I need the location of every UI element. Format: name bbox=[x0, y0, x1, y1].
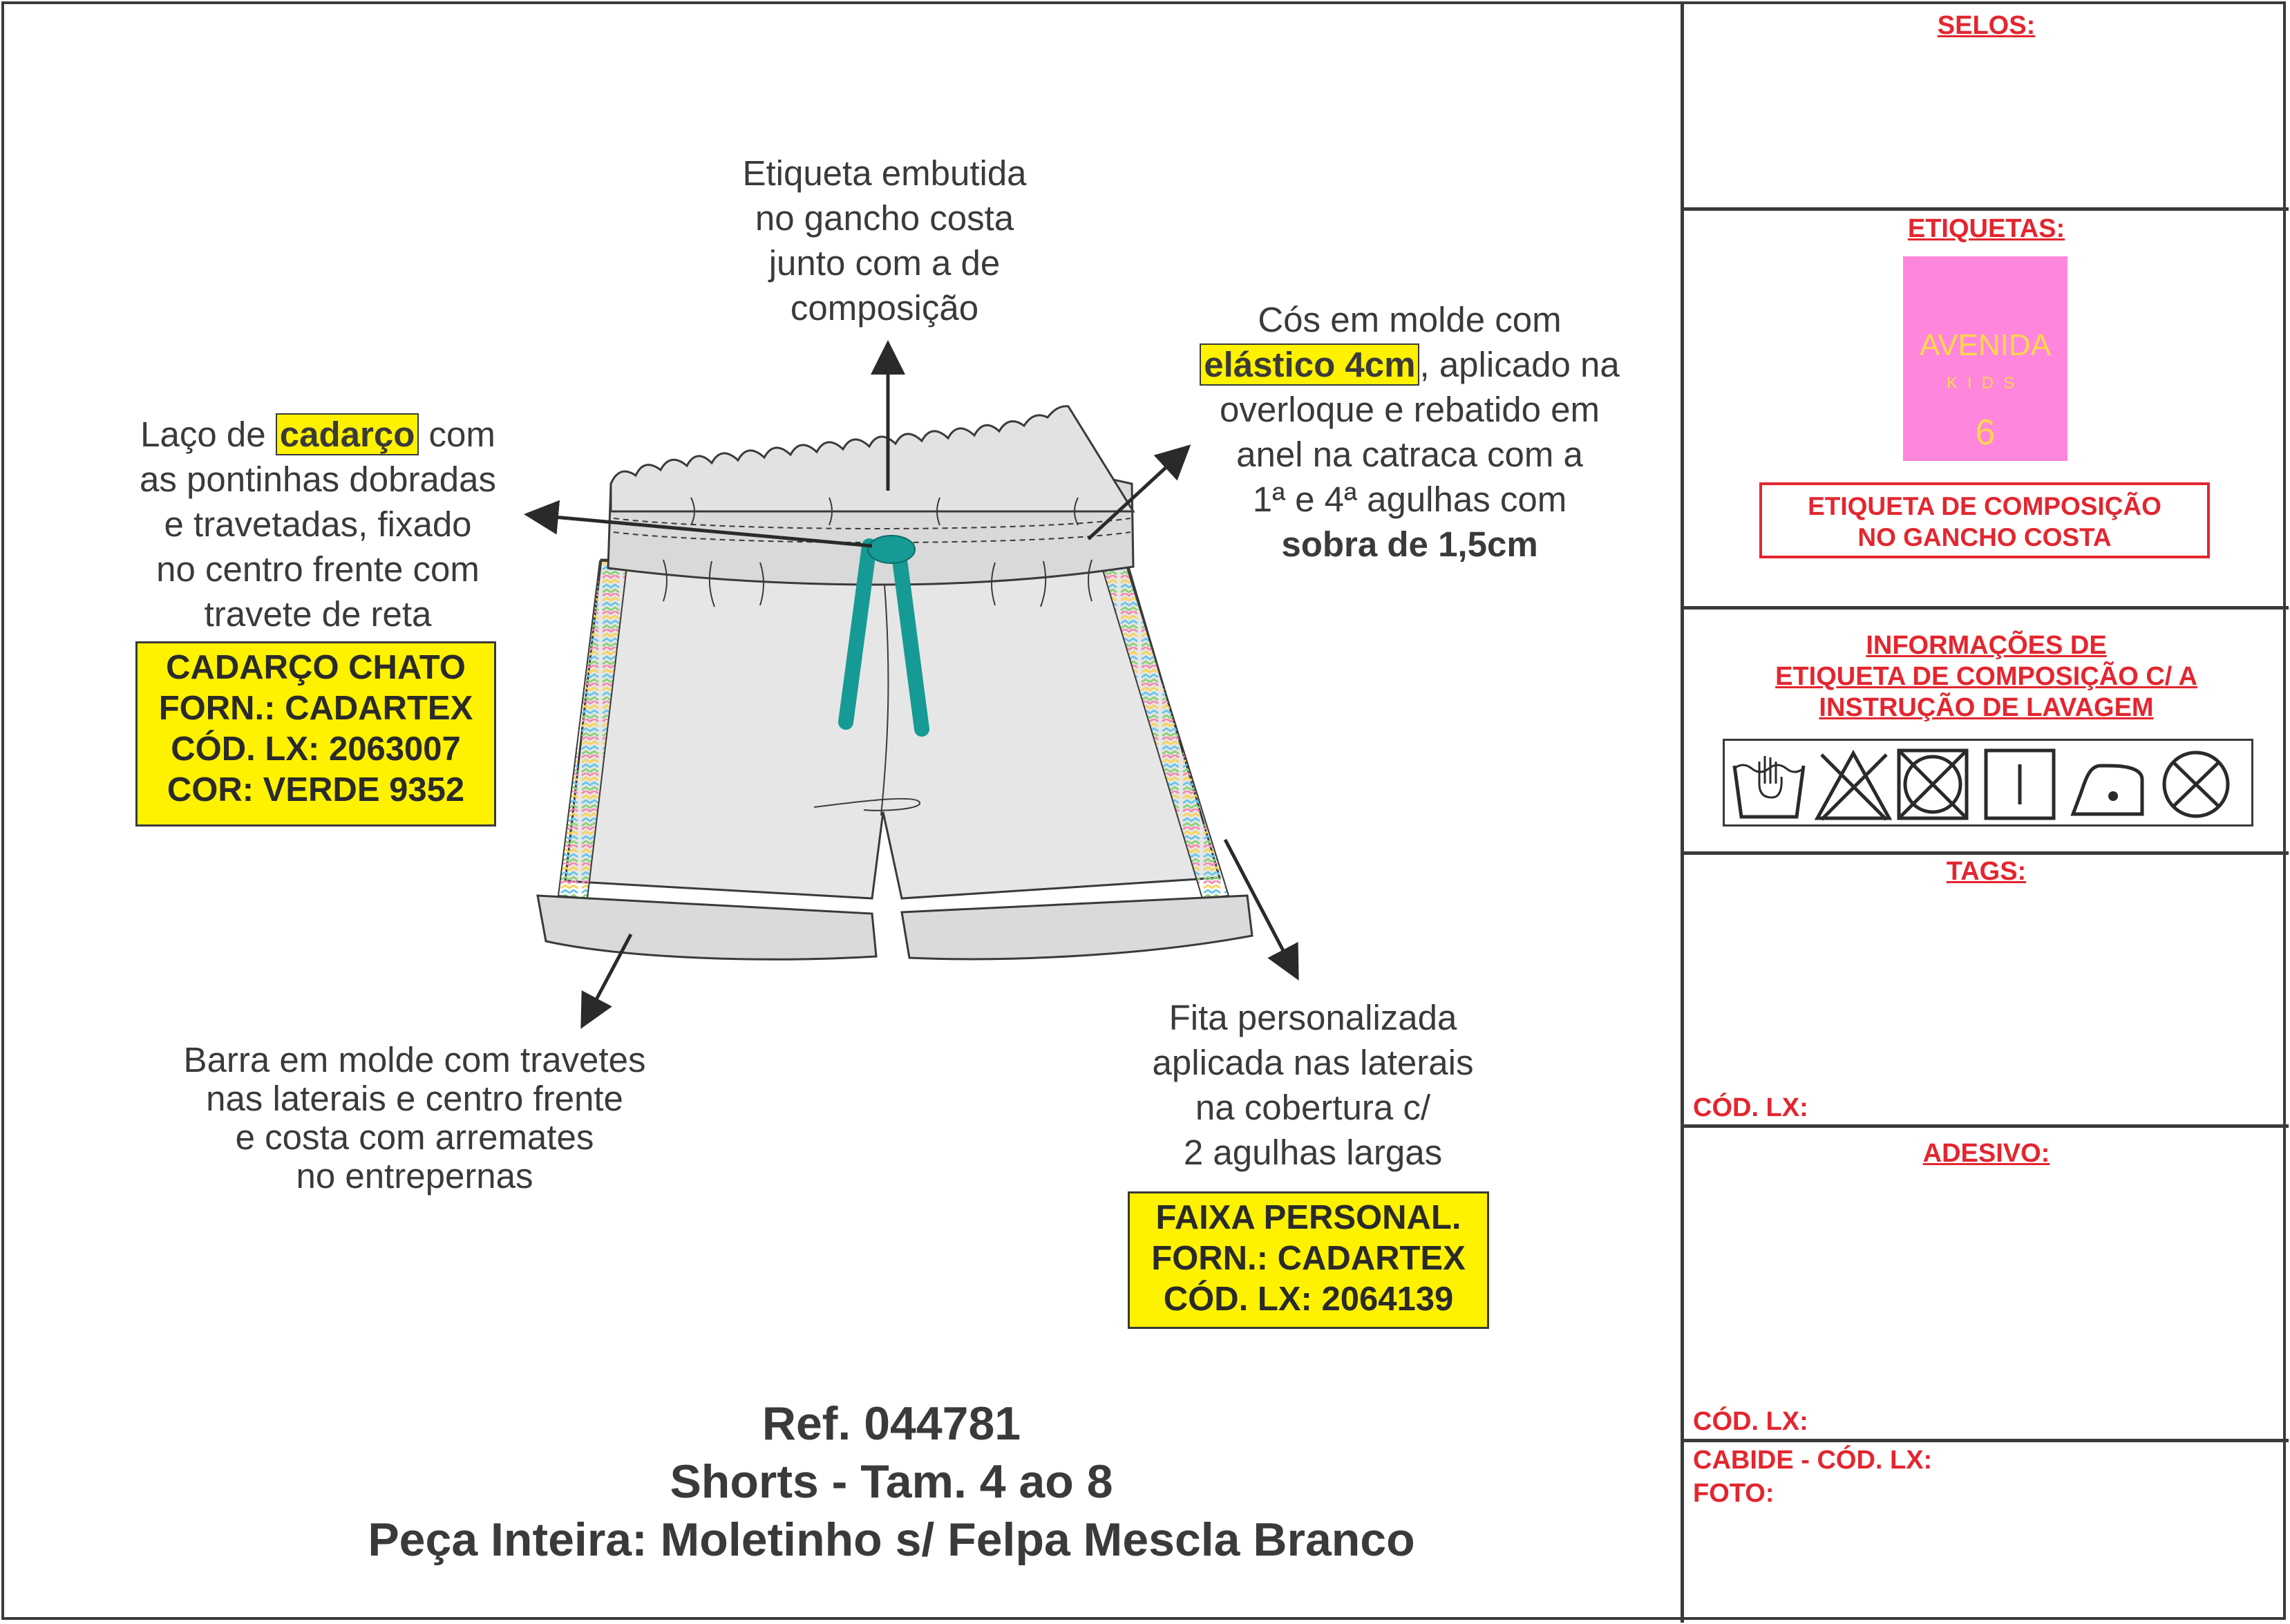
annotation-line: Cós em molde com bbox=[1258, 300, 1562, 339]
cod-lx-tags: CÓD. LX: bbox=[1693, 1093, 1808, 1122]
spec-line: CÓD. LX: 2064139 bbox=[1163, 1281, 1454, 1318]
informacoes-line: INSTRUÇÃO DE LAVAGEM bbox=[1819, 693, 2154, 722]
informacoes-line: ETIQUETA DE COMPOSIÇÃO C/ A bbox=[1775, 662, 2197, 691]
adesivo-heading: ADESIVO: bbox=[1922, 1139, 2050, 1168]
drawstring-knot bbox=[868, 536, 915, 563]
cabide-cod-lx: CABIDE - CÓD. LX: bbox=[1693, 1446, 1933, 1475]
care-symbols bbox=[1725, 741, 2255, 829]
foto-label: FOTO: bbox=[1693, 1479, 1775, 1508]
annotation-text: com bbox=[428, 415, 495, 454]
faixa-spec-box bbox=[1128, 1191, 1489, 1329]
selos-heading: SELOS: bbox=[1937, 11, 2036, 40]
annotation-line: Fita personalizada bbox=[1168, 998, 1457, 1037]
title-block bbox=[207, 1395, 1575, 1569]
informacoes-heading bbox=[1684, 630, 2289, 724]
product-name: Shorts - Tam. 4 ao 8 bbox=[670, 1455, 1113, 1508]
annotation-line: anel na catraca com a bbox=[1236, 435, 1583, 474]
hem-left bbox=[538, 896, 876, 959]
spec-line: COR: VERDE 9352 bbox=[167, 771, 465, 809]
annotation-line: 1ª e 4ª agulhas com bbox=[1252, 480, 1567, 519]
annotation-line: no entrepernas bbox=[296, 1156, 533, 1196]
annotation-cos bbox=[1161, 297, 1658, 567]
spec-line: FORN.: CADARTEX bbox=[1151, 1240, 1466, 1277]
annotation-line: na cobertura c/ bbox=[1195, 1088, 1431, 1127]
tags-heading: TAGS: bbox=[1946, 857, 2027, 886]
cadarco-spec-box bbox=[135, 641, 496, 827]
annotation-etiqueta-embutida bbox=[719, 151, 1050, 330]
spec-line: CADARÇO CHATO bbox=[166, 649, 466, 686]
annotation-text: Laço de bbox=[140, 415, 266, 454]
annotation-line: Etiqueta embutida bbox=[742, 153, 1027, 193]
brand-name: AVENIDA bbox=[1920, 328, 2051, 362]
informacoes-line: INFORMAÇÕES DE bbox=[1866, 631, 2107, 660]
waistband-ruffle bbox=[611, 406, 1133, 511]
line-dry-icon bbox=[1986, 750, 2054, 818]
annotation-line bbox=[104, 412, 532, 457]
annotation-line: aplicada nas laterais bbox=[1152, 1043, 1474, 1082]
annotation-text: , aplicado na bbox=[1419, 345, 1620, 384]
spec-line: FAIXA PERSONAL. bbox=[1155, 1199, 1461, 1236]
annotation-line: travete de reta bbox=[204, 594, 432, 634]
annotation-line: e travetadas, fixado bbox=[164, 504, 472, 544]
hem-right bbox=[902, 896, 1252, 959]
iron-low-icon bbox=[2073, 766, 2142, 814]
annotation-line: composição bbox=[790, 288, 979, 328]
no-dry-clean-icon bbox=[2164, 753, 2228, 816]
composicao-label-box bbox=[1759, 482, 2210, 558]
annotation-line: overloque e rebatido em bbox=[1219, 390, 1600, 429]
annotation-line: no centro frente com bbox=[156, 549, 480, 589]
annotation-line bbox=[1161, 342, 1658, 387]
annotation-fita bbox=[1092, 995, 1534, 1175]
annotation-line: 2 agulhas largas bbox=[1183, 1133, 1443, 1172]
highlight-elastico: elástico 4cm bbox=[1200, 343, 1419, 386]
annotation-line: no gancho costa bbox=[755, 198, 1014, 238]
material-description: Peça Inteira: Moletinho s/ Felpa Mescla Branco bbox=[368, 1513, 1415, 1566]
brand-label bbox=[1903, 256, 2067, 461]
no-tumble-dry-icon bbox=[1899, 750, 1967, 818]
hand-wash-icon bbox=[1734, 756, 1804, 817]
etiquetas-heading: ETIQUETAS: bbox=[1907, 214, 2065, 243]
annotation-line: as pontinhas dobradas bbox=[139, 460, 497, 499]
no-bleach-icon bbox=[1817, 753, 1889, 820]
annotation-line: e costa com arremates bbox=[235, 1117, 594, 1157]
annotation-line: nas laterais e centro frente bbox=[206, 1079, 623, 1118]
highlight-cadarco: cadarço bbox=[276, 413, 419, 455]
annotation-line: Barra em molde com travetes bbox=[183, 1040, 646, 1079]
care-symbols-band bbox=[1723, 739, 2253, 827]
spec-line: CÓD. LX: 2063007 bbox=[171, 730, 461, 768]
annotation-line: junto com a de bbox=[768, 243, 1001, 283]
label-size: 6 bbox=[1975, 413, 1996, 453]
annotation-barra bbox=[131, 1041, 698, 1196]
reference-number: Ref. 044781 bbox=[761, 1397, 1021, 1450]
cod-lx-adesivo: CÓD. LX: bbox=[1693, 1407, 1808, 1436]
annotation-line: sobra de 1,5cm bbox=[1281, 525, 1538, 564]
composicao-line: ETIQUETA DE COMPOSIÇÃO bbox=[1808, 492, 2161, 520]
spec-line: FORN.: CADARTEX bbox=[158, 690, 473, 727]
annotation-laco bbox=[104, 412, 532, 636]
brand-sub: KIDS bbox=[1946, 374, 2024, 393]
composicao-line: NO GANCHO COSTA bbox=[1857, 523, 2112, 551]
